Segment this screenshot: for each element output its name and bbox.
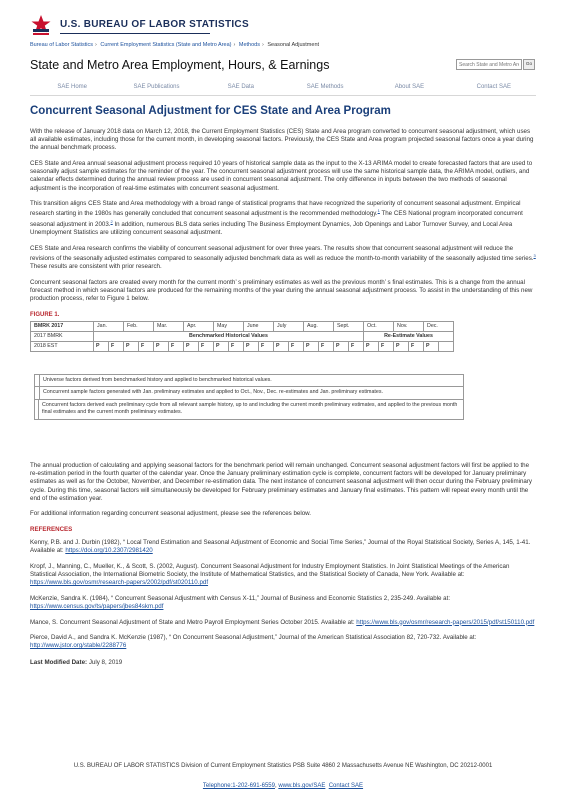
month-apr: Apr. bbox=[184, 321, 214, 331]
footer-links: Telephone:1-202-691-6559, www.bls.gov/SAE Contact SAE bbox=[202, 783, 364, 790]
cell-empty bbox=[439, 341, 454, 351]
cell-pf: F bbox=[409, 341, 424, 351]
nav-about-sae[interactable]: About SAE bbox=[394, 84, 425, 90]
month-sep: Sept. bbox=[334, 321, 364, 331]
reference-item bbox=[30, 619, 536, 627]
sae-nav bbox=[30, 80, 536, 96]
figure-title: FIGURE 1. bbox=[30, 311, 60, 318]
paragraph-factors: Concurrent seasonal factors are created every month for the current month’ s preliminary estimates as well as the previous month’ s final estimates. This is a change from the annual forecast method in which seasonal factors are produced for the remaining months of the year during the annual seasonal adjustment process. To assist in the understanding of this new production process, refer to Figure 1 below. bbox=[30, 278, 533, 303]
breadcrumb: Bureau of Labor Statistics › Current Employment Statistics (State and Metro Area) › Methods › Seasonal Adjustment bbox=[30, 42, 320, 48]
paragraph-intro: With the release of January 2018 data on March 12, 2018, the Current Employment Statistics (CES) State and Area program converted to concurrent seasonal adjustment, which uses all available estimates, including those for the current month, in developing seasonal factors. Previously, the CES State and Area program projected seasonal factors once a year during the annual benchmark process. bbox=[30, 127, 534, 152]
figure-header-row bbox=[31, 321, 454, 331]
search-go-button[interactable]: Go bbox=[523, 59, 535, 70]
footer-address: U.S. BUREAU OF LABOR STATISTICS Division of Current Employment Statistics PSB Suite 4860 2 Massachusetts Avenue NE Washington, DC 20212-0001 bbox=[73, 763, 493, 769]
paragraph-transition bbox=[30, 200, 536, 238]
paragraph-production: The annual production of calculating and applying seasonal factors for the benchmark period will remain unchanged. Concurrent seasonal adjustment factors will first be applied to the re-estimation period in the fourth quarter of the calendar year. Once the January preliminary estimation cycle is complete, concurrent factors will be developed for January preliminary estimates as well as for the October, November, and December re-estimation data. The next instance of concurrent seasonal adjustment will then occur during the February preliminary cycle. During this time, seasonal factors will simultaneously be developed for February preliminary estimates and January final estimates. This pattern will repeat every month until the end of the estimation year. bbox=[30, 461, 533, 502]
paragraph-process: CES State and Area annual seasonal adjustment process required 10 years of historical sample data as the input to the X-13 ARIMA model to create forecasted factors that are used to seasonally adjust sample estimates for the reminder of the year. The concurrent seasonal adjustment process will use the same historical sample data, the ARIMA model, outliers, and calendar effects determined during the annual review process are used in concurrent seasonal adjustment. The only difference in inputs between the two methods of seasonal adjustment is the incorporation of real-time estimates with concurrent seasonal adjustment. bbox=[30, 159, 533, 192]
reestimate-values-cell: Re-Estimate Values bbox=[364, 331, 454, 341]
legend-item bbox=[35, 375, 463, 387]
references-title: REFERENCES bbox=[30, 525, 73, 533]
nav-sae-methods[interactable]: SAE Methods bbox=[306, 84, 344, 90]
month-jul: July bbox=[274, 321, 304, 331]
paragraph-research bbox=[30, 245, 536, 272]
nav-sae-home[interactable]: SAE Home bbox=[57, 84, 87, 90]
figure-row-2018 bbox=[31, 341, 454, 351]
month-jun: June bbox=[244, 321, 274, 331]
reference-item bbox=[30, 595, 536, 612]
footer-contact-sae[interactable]: Contact SAE bbox=[328, 783, 364, 790]
figure-row-2017 bbox=[31, 331, 454, 341]
benchmarked-values-cell: Benchmarked Historical Values bbox=[94, 331, 364, 341]
month-dec: Dec. bbox=[424, 321, 454, 331]
cell-pf: P bbox=[274, 341, 289, 351]
reference-text: Pierce, David A., and Sandra K. McKenzie (1987), “ On Concurrent Seasonal Adjustment,” Journal of the American Statistical Association 82, 720-732. Available at: bbox=[30, 633, 477, 641]
footnote-3-link[interactable]: 3 bbox=[533, 252, 536, 258]
agency-name: U.S. BUREAU OF LABOR STATISTICS bbox=[60, 19, 249, 31]
figure-header-label: BMRK 2017 bbox=[31, 321, 94, 331]
row-2018-label: 2018 EST bbox=[31, 341, 94, 351]
cell-pf: F bbox=[199, 341, 214, 351]
footer-telephone[interactable]: Telephone:1-202-691-6559 bbox=[202, 783, 275, 790]
legend-text: Universe factors derived from benchmarked history and applied to benchmarked historical values. bbox=[43, 376, 272, 383]
cell-pf: P bbox=[244, 341, 259, 351]
reference-text: McKenzie, Sandra K. (1984), “ Concurrent Seasonal Adjustment with Census X-11,” Journal of Business and Economic Statistics 2, 235-249. Available at: bbox=[30, 594, 451, 602]
reference-link[interactable]: http://www.jstor.org/stable/2288776 bbox=[30, 642, 127, 650]
cell-pf: F bbox=[379, 341, 394, 351]
legend-text: Concurrent factors derived each preliminary cycle from all relevant sample history, up to and including the current month preliminary estimates, and applied to the previous month final estimates and the current month preliminary estimates. bbox=[42, 401, 458, 416]
cell-pf: P bbox=[424, 341, 439, 351]
legend-item bbox=[35, 400, 463, 419]
reference-link[interactable]: https://www.census.gov/ts/papers/jbes84skm.pdf bbox=[30, 603, 164, 611]
footer bbox=[30, 762, 536, 790]
search-input[interactable] bbox=[456, 59, 522, 70]
cell-pf: P bbox=[334, 341, 349, 351]
reference-text: Kropf, J., Manning, C., Mueller, K., & Scott, S. (2002, August). Concurrent Seasonal Adjustment for Industry Employment Statistics. In Joint Statistical Meetings of the American Statistical Association, the International Biometric Society, the Institute of Mathematical Statistics, and the Statistical Society of Canada, New York. Available at: bbox=[30, 562, 510, 579]
reference-item bbox=[30, 539, 536, 556]
cell-pf: P bbox=[184, 341, 199, 351]
cell-pf: F bbox=[259, 341, 274, 351]
breadcrumb-methods[interactable]: Methods bbox=[238, 42, 260, 48]
cell-pf: P bbox=[304, 341, 319, 351]
month-jan: Jan. bbox=[94, 321, 124, 331]
cell-pf: P bbox=[214, 341, 229, 351]
cell-pf: F bbox=[229, 341, 244, 351]
month-aug: Aug. bbox=[304, 321, 334, 331]
month-mar: Mar. bbox=[154, 321, 184, 331]
search-box bbox=[456, 59, 535, 70]
month-feb: Feb. bbox=[124, 321, 154, 331]
reference-link[interactable]: https://doi.org/10.2307/2981420 bbox=[65, 547, 153, 555]
figure-legend bbox=[34, 374, 464, 420]
month-nov: Nov. bbox=[394, 321, 424, 331]
month-oct: Oct. bbox=[364, 321, 394, 331]
last-modified-value: July 8, 2019 bbox=[88, 658, 123, 666]
cell-pf: F bbox=[289, 341, 304, 351]
logo-underline bbox=[60, 33, 210, 34]
breadcrumb-ces[interactable]: Current Employment Statistics (State and Metro Area) bbox=[100, 42, 232, 48]
reference-link[interactable]: https://www.bls.gov/osmr/research-papers/2015/pdf/st150110.pdf bbox=[356, 618, 535, 626]
legend-item bbox=[35, 387, 463, 399]
row-2017-label: 2017 BMRK bbox=[31, 331, 94, 341]
reference-link[interactable]: https://www.bls.gov/osmr/research-papers/2002/pdf/st020110.pdf bbox=[30, 579, 209, 587]
figure-table bbox=[30, 321, 454, 352]
footnote-1-link[interactable]: 1 bbox=[377, 208, 380, 214]
breadcrumb-bls[interactable]: Bureau of Labor Statistics bbox=[30, 42, 93, 48]
para4-text-a: CES State and Area research confirms the viability of concurrent seasonal adjustment for over three years. The results show that concurrent seasonal adjustment will reduce the revisions of the seasonally adjusted estimates compared to seasonally adjusted benchmark data as well as reduce the month-to-month variability of the seasonally adjusted time series. bbox=[30, 244, 534, 263]
site-title: State and Metro Area Employment, Hours, & Earnings bbox=[30, 58, 330, 72]
paragraph-additional-info: For additional information regarding concurrent seasonal adjustment, please see the references below. bbox=[30, 510, 312, 518]
cell-pf: P bbox=[364, 341, 379, 351]
nav-contact-sae[interactable]: Contact SAE bbox=[476, 84, 511, 90]
footer-url[interactable]: www.bls.gov/SAE bbox=[278, 783, 326, 790]
reference-item bbox=[30, 563, 536, 588]
cell-pf: F bbox=[139, 341, 154, 351]
page-title: Concurrent Seasonal Adjustment for CES State and Area Program bbox=[30, 105, 391, 117]
para3-text-c: In addition, numerous BLS data series including The Business Employment Dynamics, Job Openings and Labor Turnover Survey, and Local Area Unemployment Statistics are utilizing concurrent seasonal adjustment. bbox=[30, 220, 513, 237]
last-modified-label: Last Modified Date: bbox=[30, 658, 88, 666]
cell-pf: F bbox=[169, 341, 184, 351]
para4-text-b: These results are consistent with prior research. bbox=[30, 263, 162, 271]
para3-text-a: This transition aligns CES State and Area methodology with a broad range of statistical programs that have recognized the superiority of concurrent seasonal adjustment. Empirical research starting in the 1980s has generally concluded that concurrent seasonal adjustment is the recommended methodology. bbox=[30, 200, 521, 218]
nav-sae-publications[interactable]: SAE Publications bbox=[133, 84, 180, 90]
reference-text: Kenny, P.B. and J. Durbin (1982), “ Local Trend Estimation and Seasonal Adjustment of Economic and Social Time Series,” Journal of the Royal Statistical Society, Series A, 145, 1-41. Available at: bbox=[30, 539, 531, 555]
legend-text: Concurrent sample factors generated with Jan. preliminary estimates and applied to Oct., Nov., Dec. re-estimates and Jan. preliminary estimates. bbox=[43, 389, 383, 396]
last-modified bbox=[30, 659, 536, 667]
month-may: May bbox=[214, 321, 244, 331]
cell-pf: F bbox=[349, 341, 364, 351]
cell-pf: F bbox=[319, 341, 334, 351]
cell-pf: P bbox=[154, 341, 169, 351]
cell-pf: F bbox=[109, 341, 124, 351]
nav-sae-data[interactable]: SAE Data bbox=[227, 84, 254, 90]
reference-item bbox=[30, 634, 536, 651]
main-content bbox=[30, 104, 536, 667]
reference-text: Mance, S. Concurrent Seasonal Adjustment of State and Metro Payroll Employment Series October 2015. Available at: bbox=[30, 618, 357, 626]
cell-pf: P bbox=[394, 341, 409, 351]
para3-text-b: The CES National program incorporated concurrent seasonal adjustment in 2003. bbox=[30, 210, 523, 228]
eagle-logo-icon bbox=[30, 14, 52, 36]
footnote-2-link[interactable]: 2 bbox=[110, 218, 113, 224]
cell-pf: P bbox=[124, 341, 139, 351]
cell-pf: P bbox=[94, 341, 109, 351]
breadcrumb-current: Seasonal Adjustment bbox=[267, 42, 320, 48]
